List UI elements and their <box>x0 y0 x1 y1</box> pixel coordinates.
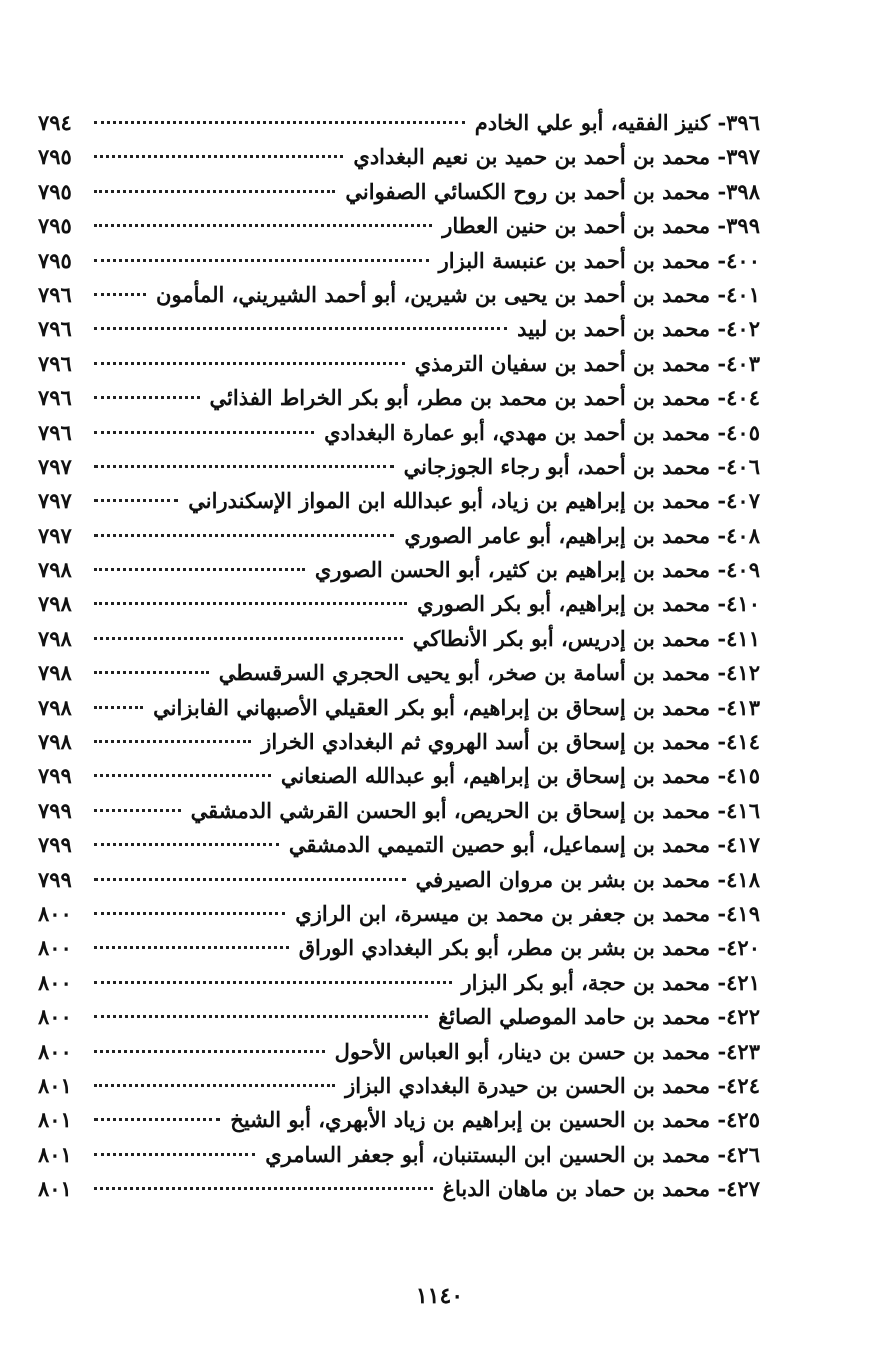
entry-page-number: ٧٩٦ <box>38 419 72 445</box>
entry-page-number: ٨٠٠ <box>38 935 72 961</box>
dot-leader <box>94 190 335 193</box>
toc-entry <box>38 725 760 759</box>
entry-page-number: ٧٩٨ <box>38 557 72 583</box>
dot-leader <box>94 396 200 399</box>
toc-entry <box>38 416 760 450</box>
toc-entry <box>38 244 760 278</box>
entry-label: ٤٠٠- محمد بن أحمد بن عنبسة البزار <box>438 247 760 273</box>
page-number: ١١٤٠ <box>415 1283 464 1309</box>
toc-entry <box>38 175 760 209</box>
entry-label: ٤٠٢- محمد بن أحمد بن لبيد <box>517 316 760 342</box>
toc-entry <box>38 759 760 793</box>
entry-page-number: ٨٠١ <box>38 1107 72 1133</box>
toc-entry <box>38 966 760 1000</box>
dot-leader <box>94 774 271 777</box>
entry-page-number: ٧٩٦ <box>38 281 72 307</box>
entry-page-number: ٨٠٠ <box>38 900 72 926</box>
entry-label: ٤١٨- محمد بن بشر بن مروان الصيرفي <box>415 866 760 892</box>
dot-leader <box>94 1118 220 1121</box>
entry-label: ٤٢٦- محمد بن الحسين ابن البستنبان، أبو جعفر السامري <box>265 1141 760 1167</box>
entry-page-number: ٨٠١ <box>38 1176 72 1202</box>
dot-leader <box>94 706 143 709</box>
toc-entry <box>38 794 760 828</box>
entry-page-number: ٧٩٨ <box>38 591 72 617</box>
entry-page-number: ٧٩٧ <box>38 488 72 514</box>
entry-page-number: ٧٩٩ <box>38 866 72 892</box>
entry-page-number: ٧٩٥ <box>38 213 72 239</box>
entry-page-number: ٧٩٩ <box>38 832 72 858</box>
dot-leader <box>94 671 209 674</box>
entry-label: ٤٢٣- محمد بن حسن بن دينار، أبو العباس الأحول <box>334 1038 760 1064</box>
entry-label: ٣٩٨- محمد بن أحمد بن روح الكسائي الصفواني <box>345 178 760 204</box>
dot-leader <box>94 946 289 949</box>
entry-page-number: ٧٩٨ <box>38 660 72 686</box>
toc-entry <box>38 1138 760 1172</box>
entry-label: ٤٠٩- محمد بن إبراهيم بن كثير، أبو الحسن الصوري <box>314 557 760 583</box>
table-of-contents <box>38 106 760 1207</box>
entry-label: ٤٢٤- محمد بن الحسن بن حيدرة البغدادي البزاز <box>345 1072 760 1098</box>
dot-leader <box>94 568 305 571</box>
toc-entry <box>38 312 760 346</box>
entry-label: ٤٠٦- محمد بن أحمد، أبو رجاء الجوزجاني <box>403 453 760 479</box>
dot-leader <box>94 431 314 434</box>
entry-label: ٤٠٧- محمد بن إبراهيم بن زياد، أبو عبدالله ابن المواز الإسكندراني <box>188 488 760 514</box>
dot-leader <box>94 293 146 296</box>
entry-page-number: ٧٩٧ <box>38 522 72 548</box>
entry-label: ٤٠٥- محمد بن أحمد بن مهدي، أبو عمارة البغدادي <box>324 419 760 445</box>
toc-entry <box>38 106 760 140</box>
dot-leader <box>94 637 403 640</box>
toc-entry <box>38 656 760 690</box>
dot-leader <box>94 224 432 227</box>
toc-entry <box>38 278 760 312</box>
toc-entry <box>38 1103 760 1137</box>
toc-entry <box>38 140 760 174</box>
entry-page-number: ٨٠٠ <box>38 1004 72 1030</box>
dot-leader <box>94 121 465 124</box>
toc-entry <box>38 519 760 553</box>
toc-entry <box>38 691 760 725</box>
entry-label: ٤٢١- محمد بن حجة، أبو بكر البزار <box>461 969 760 995</box>
dot-leader <box>94 843 279 846</box>
entry-page-number: ٧٩٤ <box>38 110 72 135</box>
toc-entry <box>38 553 760 587</box>
toc-entry <box>38 209 760 243</box>
dot-leader <box>94 465 394 468</box>
entry-page-number: ٨٠٠ <box>38 969 72 995</box>
entry-page-number: ٧٩٦ <box>38 350 72 376</box>
entry-page-number: ٧٩٦ <box>38 316 72 342</box>
entry-label: ٤١٧- محمد بن إسماعيل، أبو حصين التميمي الدمشقي <box>288 832 760 858</box>
dot-leader <box>94 1084 335 1087</box>
toc-entry <box>38 347 760 381</box>
entry-page-number: ٨٠١ <box>38 1072 72 1098</box>
entry-page-number: ٧٩٨ <box>38 729 72 755</box>
toc-entry <box>38 1035 760 1069</box>
entry-label: ٤٢٢- محمد بن حامد الموصلي الصائغ <box>438 1004 760 1030</box>
toc-entry <box>38 622 760 656</box>
entry-page-number: ٧٩٥ <box>38 144 72 170</box>
dot-leader <box>94 878 406 881</box>
entry-page-number: ٧٩٧ <box>38 453 72 479</box>
entry-label: ٤٠٨- محمد بن إبراهيم، أبو عامر الصوري <box>404 522 760 548</box>
entry-label: ٤١٢- محمد بن أسامة بن صخر، أبو يحيى الحجري السرقسطي <box>218 660 760 686</box>
dot-leader <box>94 981 452 984</box>
entry-page-number: ٧٩٥ <box>38 178 72 204</box>
entry-page-number: ٧٩٨ <box>38 625 72 651</box>
toc-entry <box>38 931 760 965</box>
entry-label: ٣٩٦- كنيز الفقيه، أبو علي الخادم <box>474 110 760 135</box>
toc-entry <box>38 381 760 415</box>
entry-page-number: ٧٩٥ <box>38 247 72 273</box>
entry-page-number: ٨٠٠ <box>38 1038 72 1064</box>
entry-label: ٤٢٧- محمد بن حماد بن ماهان الدباغ <box>442 1176 760 1202</box>
entry-label: ٤١٠- محمد بن إبراهيم، أبو بكر الصوري <box>417 591 760 617</box>
toc-entry <box>38 1000 760 1034</box>
dot-leader <box>94 327 507 330</box>
entry-label: ٣٩٩- محمد بن أحمد بن حنين العطار <box>442 213 760 239</box>
entry-label: ٤١١- محمد بن إدريس، أبو بكر الأنطاكي <box>412 625 760 651</box>
toc-entry <box>38 863 760 897</box>
toc-entry <box>38 1172 760 1206</box>
dot-leader <box>94 362 405 365</box>
toc-entry <box>38 587 760 621</box>
entry-page-number: ٧٩٩ <box>38 797 72 823</box>
entry-page-number: ٧٩٦ <box>38 385 72 411</box>
dot-leader <box>94 1153 255 1156</box>
toc-entry <box>38 897 760 931</box>
dot-leader <box>94 740 251 743</box>
entry-label: ٤١٦- محمد بن إسحاق بن الحريص، أبو الحسن القرشي الدمشقي <box>190 797 760 823</box>
entry-label: ٤١٥- محمد بن إسحاق بن إبراهيم، أبو عبدالله الصنعاني <box>280 763 760 789</box>
dot-leader <box>94 912 285 915</box>
entry-label: ٤٠٣- محمد بن أحمد بن سفيان الترمذي <box>414 350 760 376</box>
toc-entry <box>38 450 760 484</box>
dot-leader <box>94 155 343 158</box>
entry-page-number: ٧٩٩ <box>38 763 72 789</box>
entry-label: ٤١٤- محمد بن إسحاق بن أسد الهروي ثم البغدادي الخراز <box>261 729 760 755</box>
toc-entry <box>38 1069 760 1103</box>
entry-label: ٤٢٥- محمد بن الحسين بن إبراهيم بن زياد الأبهري، أبو الشيخ <box>230 1107 760 1133</box>
entry-label: ٤١٩- محمد بن جعفر بن محمد بن ميسرة، ابن الرازي <box>295 900 760 926</box>
entry-label: ٤٢٠- محمد بن بشر بن مطر، أبو بكر البغدادي الوراق <box>298 935 760 961</box>
entry-label: ٤٠٤- محمد بن أحمد بن محمد بن مطر، أبو بكر الخراط الفذائي <box>209 385 760 411</box>
dot-leader <box>94 1187 433 1190</box>
entry-label: ٤٠١- محمد بن أحمد بن يحيى بن شيرين، أبو أحمد الشيريني، المأمون <box>156 281 760 307</box>
dot-leader <box>94 499 178 502</box>
dot-leader <box>94 259 429 262</box>
toc-entry <box>38 484 760 518</box>
entry-page-number: ٨٠١ <box>38 1141 72 1167</box>
entry-label: ٣٩٧- محمد بن أحمد بن حميد بن نعيم البغدادي <box>353 144 760 170</box>
toc-entry <box>38 828 760 862</box>
dot-leader <box>94 602 407 605</box>
dot-leader <box>94 534 394 537</box>
dot-leader <box>94 809 181 812</box>
entry-page-number: ٧٩٨ <box>38 694 72 720</box>
dot-leader <box>94 1015 428 1018</box>
dot-leader <box>94 1050 325 1053</box>
entry-label: ٤١٣- محمد بن إسحاق بن إبراهيم، أبو بكر العقيلي الأصبهاني الفابزاني <box>153 694 760 720</box>
